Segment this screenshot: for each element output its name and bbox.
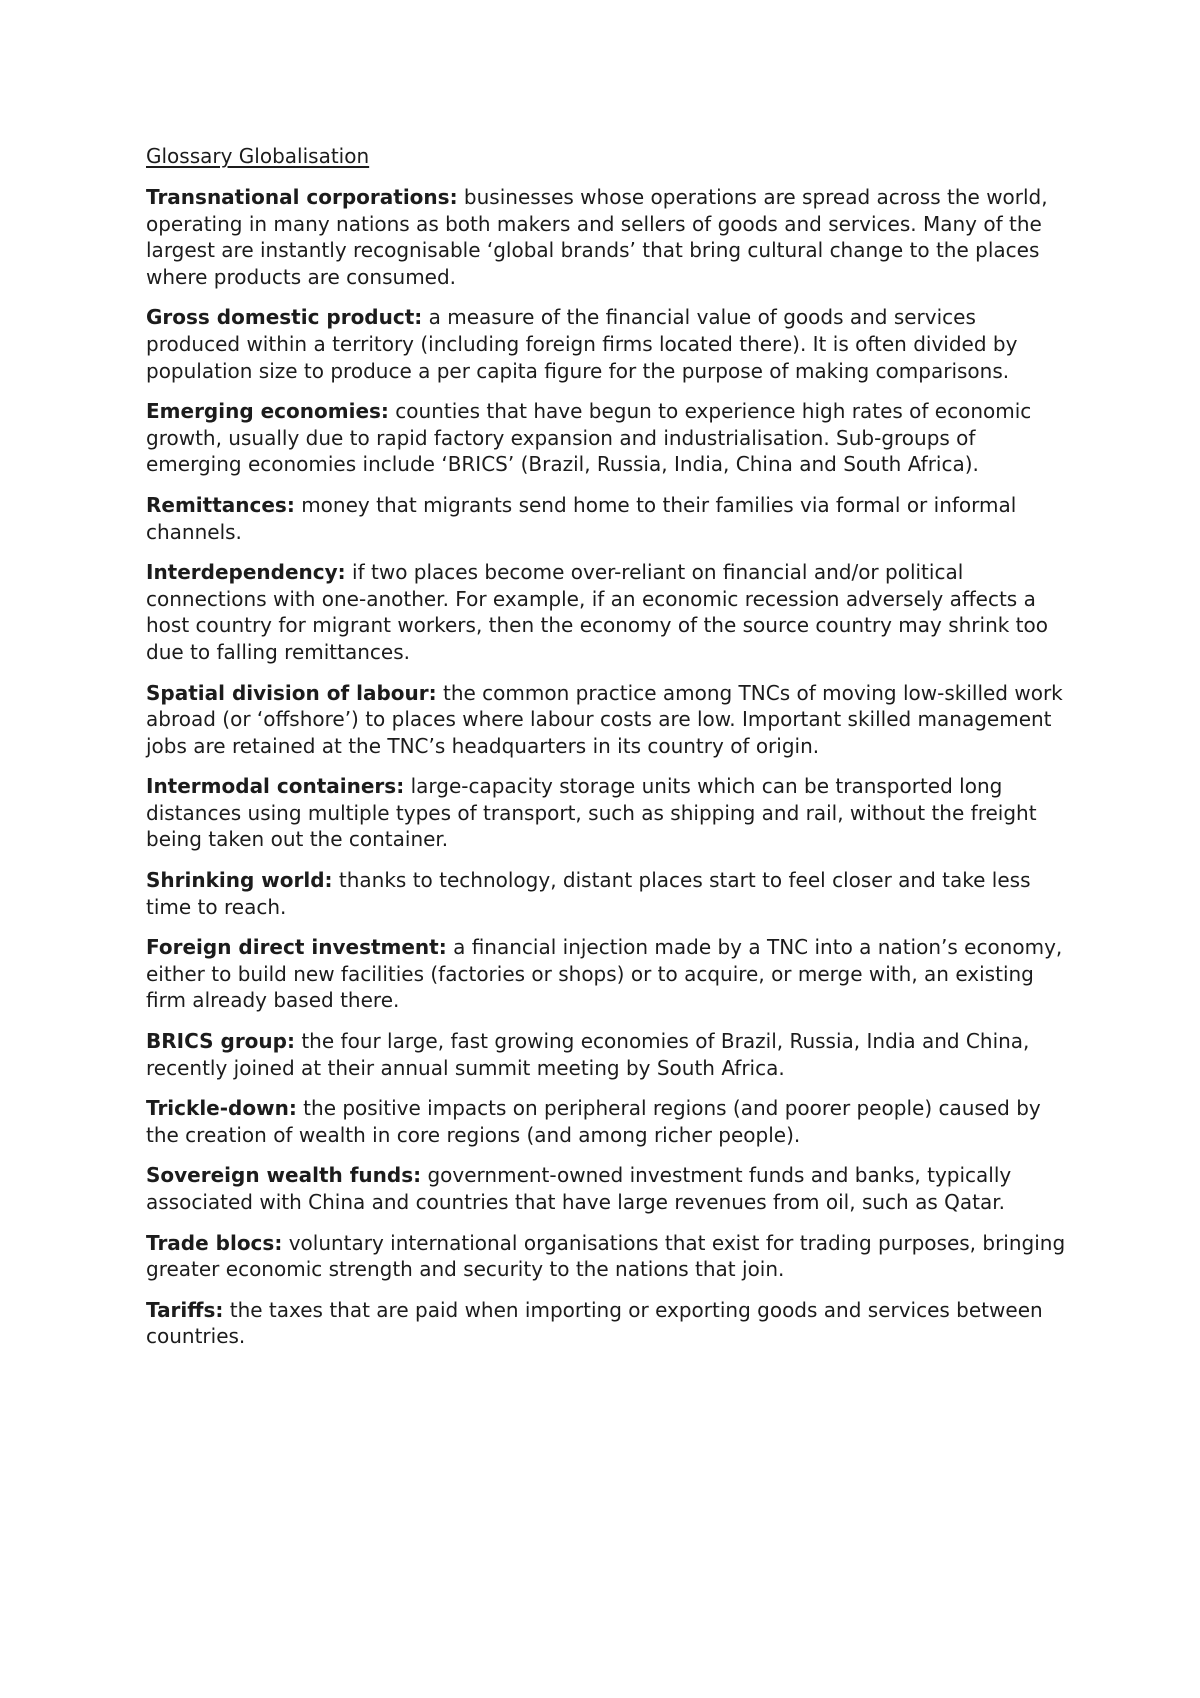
- glossary-entry-intermodal-containers: [146, 773, 1076, 853]
- glossary-term: Shrinking world:: [146, 868, 333, 893]
- glossary-term: Foreign direct investment:: [146, 935, 447, 960]
- glossary-definition: if two places become over-reliant on financial and/or political connections with one-another. For example, if an economic recession adversely affects a host country for migrant workers, then the economy of the source country may shrink too due to falling remittances.: [146, 560, 1048, 664]
- glossary-term: Transnational corporations:: [146, 185, 458, 209]
- glossary-entry-interdependency: [146, 559, 1076, 665]
- glossary-entry-remittances: [146, 492, 1076, 545]
- glossary-entry-trickle-down: [146, 1095, 1076, 1148]
- glossary-term: Tariffs:: [146, 1297, 224, 1322]
- glossary-entry-trade-blocs: [146, 1230, 1076, 1283]
- glossary-definition: counties that have begun to experience high rates of economic growth, usually due to rapid factory expansion and industrialisation. Sub-groups of emerging economies include ‘BRICS’ (Brazil, Russia, India, China and South Africa).: [146, 399, 1032, 477]
- glossary-term: Trickle-down:: [146, 1096, 297, 1121]
- glossary-definition: the taxes that are paid when importing or exporting goods and services between countries.: [146, 1297, 1043, 1349]
- glossary-entry-foreign-direct-investment: [146, 934, 1076, 1014]
- glossary-definition: large-capacity storage units which can be transported long distances using multiple types of transport, such as shipping and rail, without the freight being taken out the container.: [146, 774, 1037, 852]
- glossary-term: Emerging economies:: [146, 399, 389, 424]
- glossary-entry-shrinking-world: [146, 867, 1076, 920]
- glossary-entry-spatial-division-of-labour: [146, 680, 1076, 760]
- glossary-definition: voluntary international organisations that exist for trading purposes, bringing greater economic strength and security to the nations that join.: [146, 1230, 1066, 1282]
- glossary-term: Trade blocs:: [146, 1230, 283, 1255]
- glossary-definition: the positive impacts on peripheral regions (and poorer people) caused by the creation of wealth in core regions (and among richer people).: [146, 1096, 1041, 1147]
- glossary-definition: money that migrants send home to their families via formal or informal channels.: [146, 492, 1017, 544]
- document-title: Glossary Globalisation: [146, 144, 370, 168]
- glossary-entry-transnational-corporations: [146, 184, 1076, 290]
- glossary-term: BRICS group:: [146, 1029, 295, 1054]
- glossary-definition: a measure of the financial value of goods and services produced within a territory (including foreign firms located there). It is often divided by population size to produce a per capita figure for the purpose of making comparisons.: [146, 305, 1018, 383]
- glossary-definition: a financial injection made by a TNC into a nation’s economy, either to build new facilities (factories or shops) or to acquire, or merge with, an existing firm already based there.: [146, 935, 1063, 1013]
- glossary-definition: the four large, fast growing economies of Brazil, Russia, India and China, recently joined at their annual summit meeting by South Africa.: [146, 1029, 1030, 1080]
- glossary-entry-emerging-economies: [146, 398, 1076, 478]
- glossary-term: Spatial division of labour:: [146, 680, 437, 705]
- glossary-entry-sovereign-wealth-funds: [146, 1162, 1076, 1215]
- glossary-entry-gross-domestic-product: [146, 304, 1076, 384]
- glossary-term: Sovereign wealth funds:: [146, 1163, 422, 1188]
- glossary-definition: government-owned investment funds and banks, typically associated with China and countries that have large revenues from oil, such as Qatar.: [146, 1163, 1012, 1214]
- glossary-definition: the common practice among TNCs of moving low-skilled work abroad (or ‘offshore’) to places where labour costs are low. Important skilled management jobs are retained at the TNC’s headquarters in its country of origin.: [146, 680, 1063, 758]
- glossary-entry-brics-group: [146, 1028, 1076, 1081]
- glossary-term: Interdependency:: [146, 560, 346, 585]
- glossary-term: Gross domestic product:: [146, 305, 423, 330]
- glossary-entry-tariffs: [146, 1297, 1076, 1350]
- document-page: [146, 143, 1076, 1364]
- glossary-term: Intermodal containers:: [146, 774, 405, 799]
- glossary-definition: thanks to technology, distant places start to feel closer and take less time to reach.: [146, 868, 1031, 919]
- glossary-definition: businesses whose operations are spread across the world, operating in many nations as both makers and sellers of goods and services. Many of the largest are instantly recognisable ‘global brands’ that bring cultural change to the places where products are consumed.: [146, 185, 1048, 289]
- glossary-term: Remittances:: [146, 492, 295, 517]
